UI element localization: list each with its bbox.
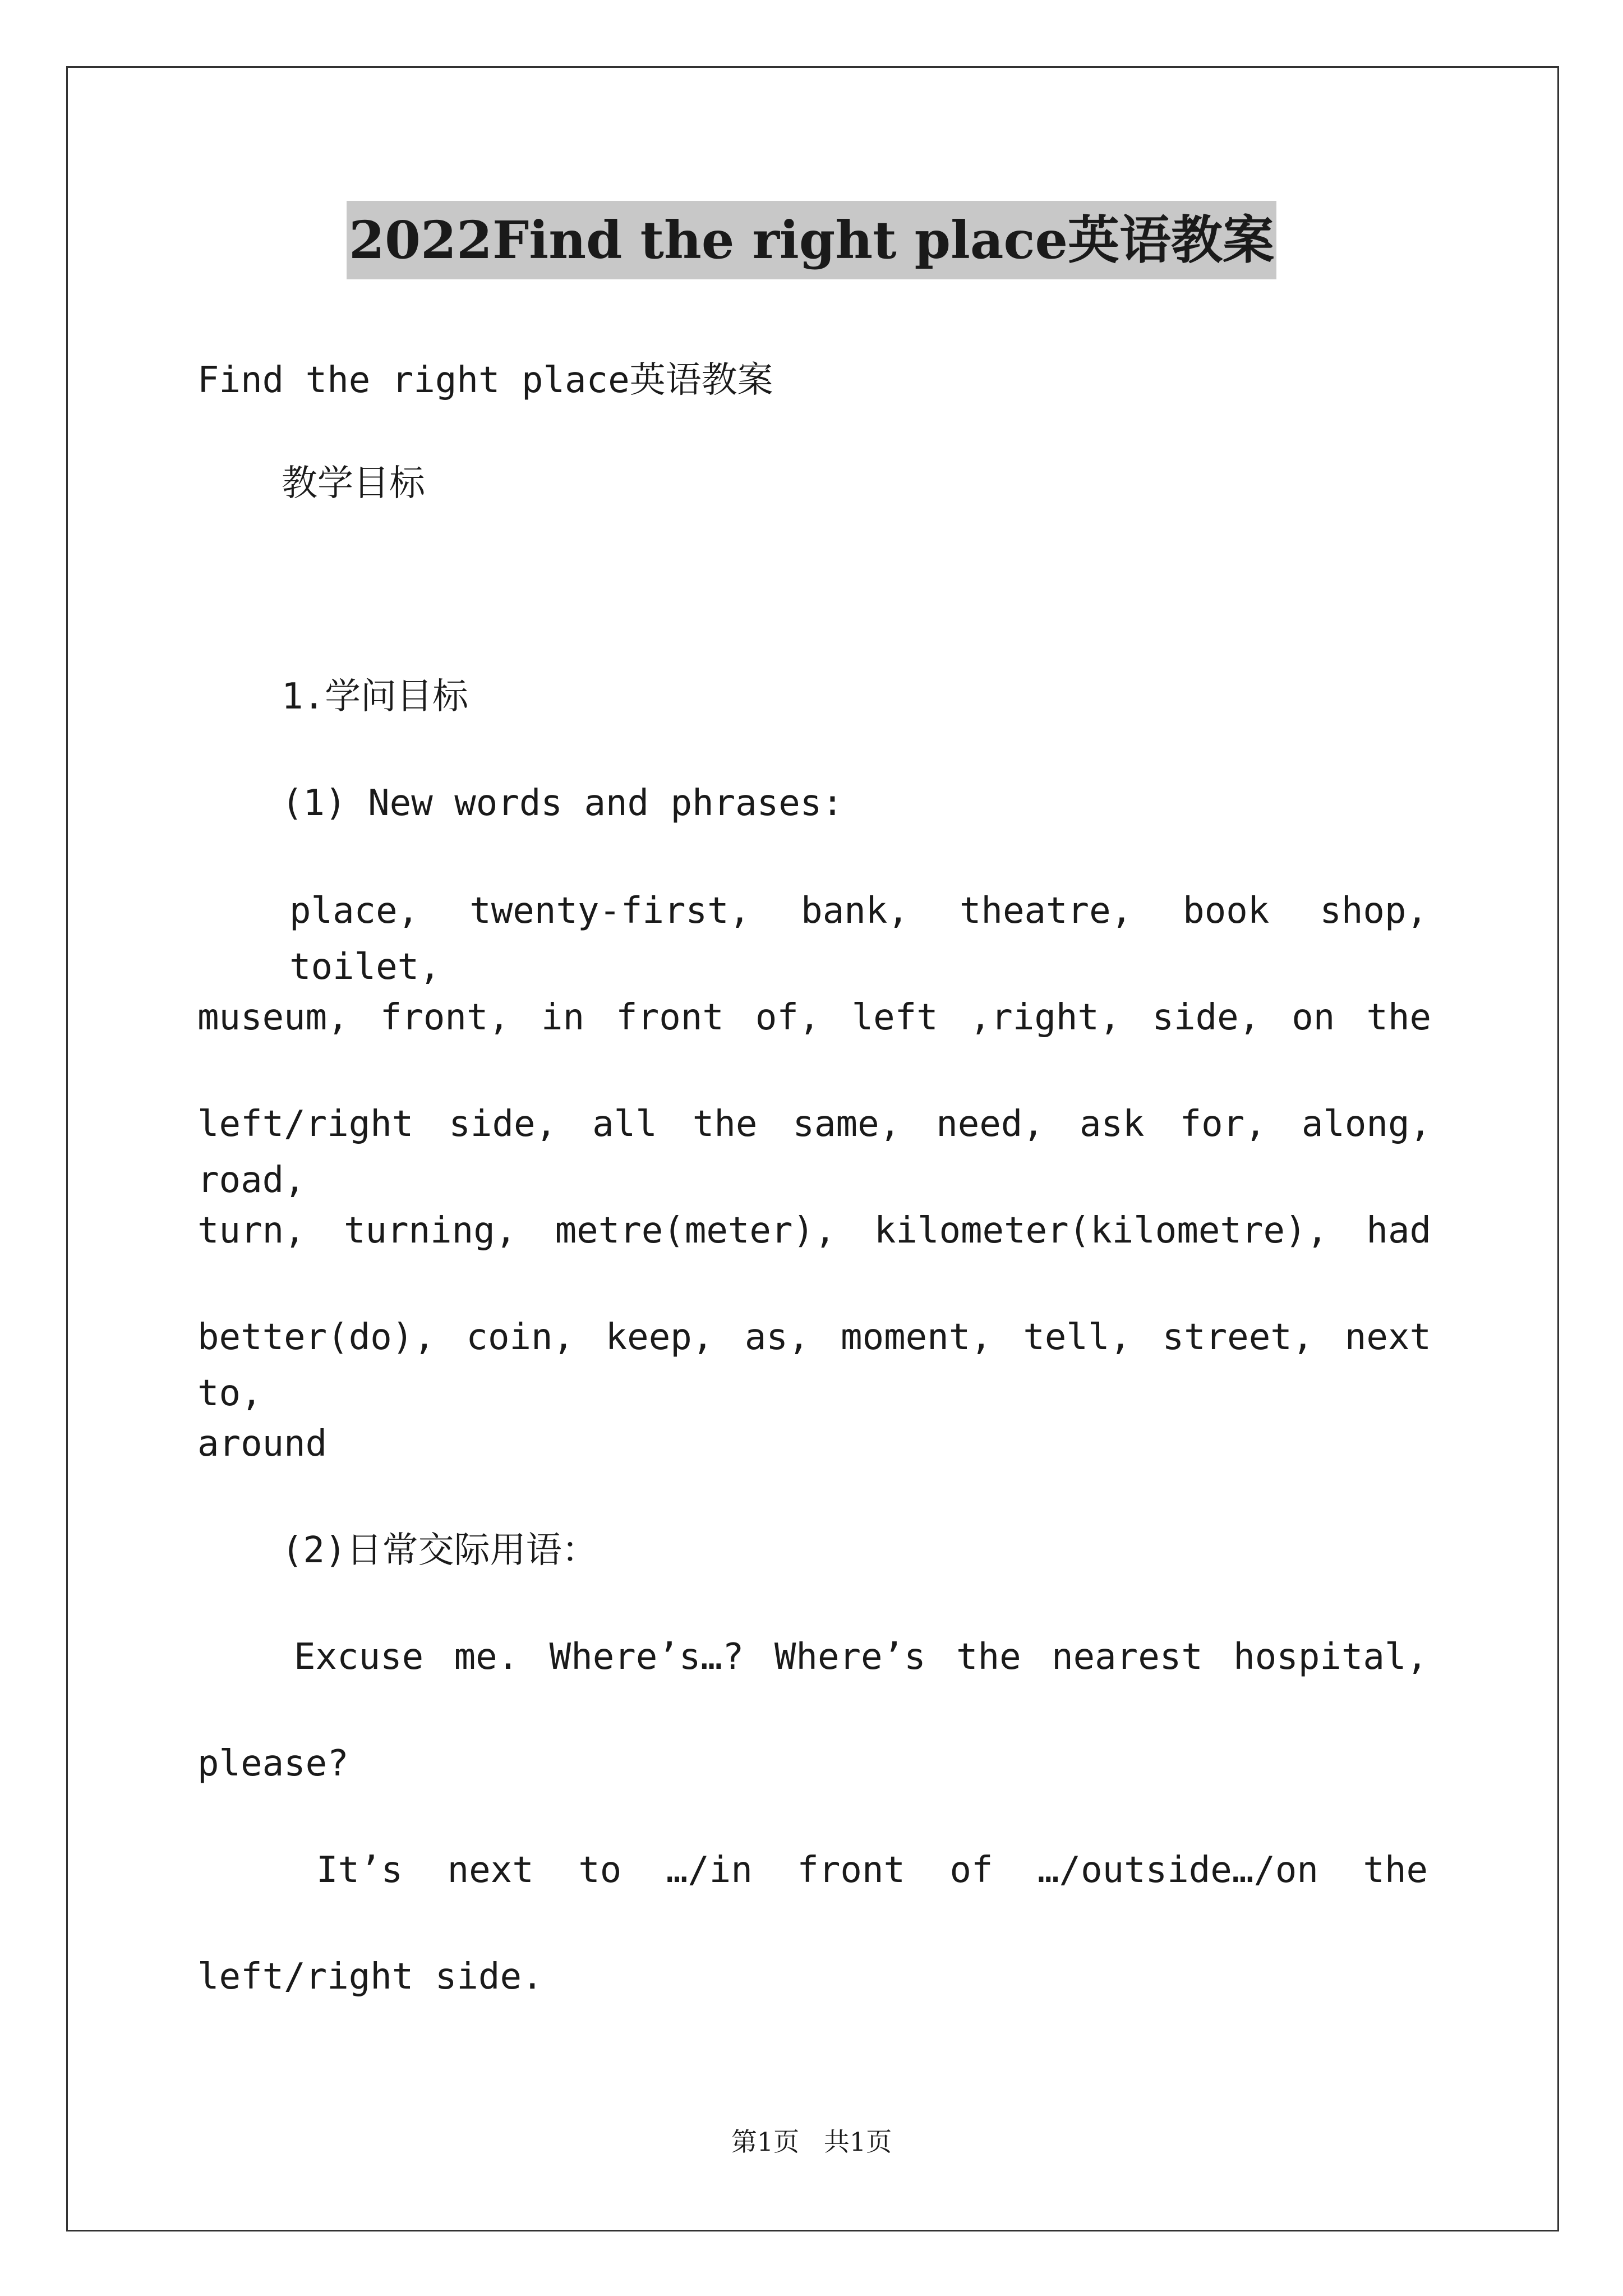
words-line-6: around bbox=[197, 1423, 328, 1465]
words-heading: (1) New words and phrases: bbox=[282, 783, 843, 824]
dialogue-line-3: It’s next to …/in front of …/outside…/on the bbox=[316, 1849, 1428, 1891]
section-heading: 教学目标 bbox=[282, 463, 425, 504]
dialogue-line-1: Excuse me. Where’s…? Where’s the nearest hospital, bbox=[294, 1636, 1428, 1678]
words-line-1: place, twenty-first, bank, theatre, book shop, toilet, bbox=[289, 890, 1428, 988]
knowledge-heading: 1.学问目标 bbox=[282, 676, 469, 717]
words-line-2: museum, front, in front of, left ,right, side, on the bbox=[197, 997, 1431, 1038]
dialogue-line-4: left/right side. bbox=[197, 1956, 543, 1998]
phrases-heading: (2)日常交际用语： bbox=[282, 1530, 598, 1571]
document-subtitle: Find the right place英语教案 bbox=[197, 360, 773, 401]
page-footer: 第1页 共1页 bbox=[731, 2127, 892, 2157]
title-container bbox=[0, 201, 1623, 279]
document-title: 2022Find the right place英语教案 bbox=[347, 201, 1276, 279]
words-line-4: turn, turning, metre(meter), kilometer(kilometre), had bbox=[197, 1210, 1431, 1251]
words-line-3: left/right side, all the same, need, ask for, along, road, bbox=[197, 1103, 1431, 1201]
words-line-5: better(do), coin, keep, as, moment, tell, street, next to, bbox=[197, 1317, 1431, 1414]
dialogue-line-2: please? bbox=[197, 1743, 349, 1784]
